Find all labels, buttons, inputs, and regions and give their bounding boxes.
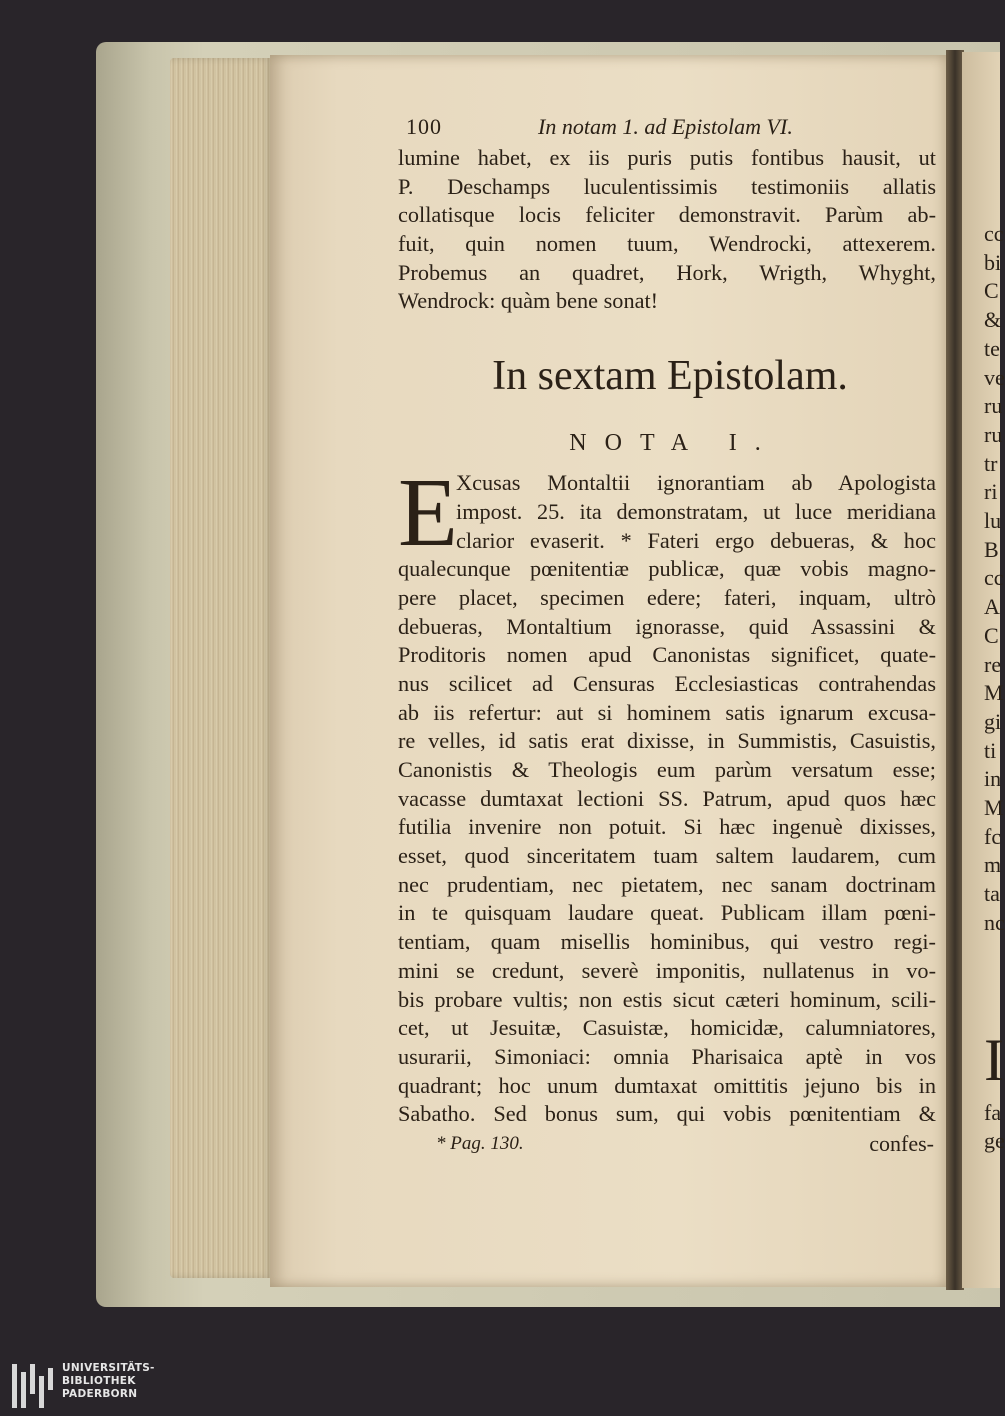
text-line: fuit, quin nomen tuum, Wendrocki, attexerem. (398, 231, 936, 257)
text-line: vacasse dumtaxat lectioni SS. Patrum, apud quos hæc (398, 785, 936, 811)
facing-page-fragments (984, 220, 1005, 938)
facing-fragment: fa (984, 1100, 1002, 1125)
text-line: impost. 25. ita demonstratam, ut luce meridiana (456, 498, 936, 524)
text-line: cet, ut Jesuitæ, Casuistæ, homicidæ, calumniatores, (398, 1015, 936, 1041)
library-line-2: BIBLIOTHEK (62, 1375, 136, 1387)
library-logo-text (62, 1362, 155, 1401)
facing-fragment: re (984, 651, 1002, 677)
section-subheading: NOTA I. (569, 430, 779, 457)
text-line: Wendrock: quàm bene sonat! (398, 288, 659, 314)
page-number: 100 (406, 114, 442, 139)
drop-cap: E (398, 459, 458, 568)
library-logo (12, 1362, 172, 1410)
text-line: pere placet, specimen edere; fateri, inquam, ultrò (398, 584, 936, 610)
text-line: futilia invenire non potuit. Si hæc ingenuè dixisses, (398, 814, 936, 840)
text-line: lumine habet, ex iis puris putis fontibus hausit, ut (398, 145, 936, 170)
facing-fragment: nc (984, 909, 1005, 935)
text-line: qualecunque pœnitentiæ publicæ, quæ vobis magno- (398, 556, 936, 582)
facing-fragment: ta (984, 881, 1000, 907)
facing-fragment: m (984, 852, 1002, 878)
facing-fragment: in (984, 766, 1002, 792)
text-block (398, 112, 936, 1159)
text-line: collatisque locis feliciter demonstravit. Parùm ab- (398, 202, 936, 228)
text-line: usurarii, Simoniaci: omnia Pharisaica aptè in vos (398, 1043, 936, 1069)
facing-fragment: C (984, 278, 999, 304)
library-line-3: PADERBORN (62, 1388, 138, 1400)
text-line: nec prudentiam, nec pietatem, nec sanam doctrinam (398, 871, 936, 897)
facing-fragment: bi (984, 249, 1002, 275)
facing-fragment: M (984, 795, 1004, 821)
running-head (398, 112, 936, 144)
text-line: quadrant; hoc unum dumtaxat omittitis jejuno bis in (398, 1072, 936, 1098)
facing-fragment: cc (984, 221, 1004, 246)
text-line: esset, quod sinceritatem tuam saltem laudarem, cum (398, 843, 936, 869)
facing-fragment: te (984, 335, 1000, 361)
text-line: tentiam, quam misellis hominibus, qui vestro regi- (398, 929, 936, 955)
footnote: * Pag. 130. (436, 1132, 524, 1154)
text-line: bis probare vultis; non estis sicut cæteri hominum, scili- (398, 986, 936, 1012)
page-edges (170, 58, 274, 1278)
facing-fragment: A (984, 594, 1000, 620)
text-line: Sabatho. Sed bonus sum, qui vobis pœnitentiam & (398, 1101, 936, 1127)
text-line: ab iis refertur: aut si hominem satis ignarum excusa- (398, 699, 936, 725)
text-line: P. Deschamps luculentissimis testimoniis allatis (398, 173, 936, 199)
facing-fragment: tr (984, 450, 998, 476)
facing-fragment: C (984, 622, 999, 648)
running-head-title: In notam 1. ad Epistolam VI. (538, 114, 793, 139)
text-line: in te quisquam laudare queat. Publicam illam pœni- (398, 900, 936, 926)
text-line: debueras, Montaltium ignorasse, quid Assassini & (398, 613, 936, 639)
facing-fragment: lu (984, 508, 1002, 534)
text-line: nus scilicet ad Censuras Ecclesiasticas contrahendas (398, 670, 936, 696)
facing-page (962, 52, 1005, 1288)
facing-fragment: M (984, 680, 1004, 706)
text-line: mini se credunt, severè imponitis, nullatenus in vo- (398, 957, 936, 983)
facing-fragment: ru (984, 421, 1003, 447)
facing-page-initial: I (984, 1027, 1004, 1093)
text-line: Proditoris nomen apud Canonistas significet, quate- (398, 642, 936, 668)
section-heading: In sextam Epistolam. (492, 353, 848, 400)
drop-cap-lines (398, 469, 936, 555)
facing-fragment: gi (984, 708, 1002, 734)
catchword: confes- (869, 1130, 934, 1156)
facing-fragment: ti (984, 737, 997, 763)
facing-fragment: fc (984, 823, 1002, 849)
body-paragraph (398, 459, 936, 1129)
intro-paragraph (398, 144, 936, 316)
text-line: Xcusas Montaltii ignorantiam ab Apologista (456, 470, 936, 496)
text-line: clarior evaserit. * Fateri ergo debueras, & hoc (456, 527, 936, 553)
facing-fragment: B (984, 536, 999, 562)
library-line-1: UNIVERSITÄTS- (62, 1362, 155, 1374)
body-lines (398, 555, 936, 1129)
page-footer (398, 1129, 936, 1159)
facing-fragment: & (984, 307, 1002, 333)
text-line: Canonistis & Theologis eum parùm versatum esse; (398, 757, 936, 782)
text-line: Probemus an quadret, Hork, Wrigth, Whyght, (398, 259, 936, 285)
facing-fragment: ve (984, 364, 1005, 390)
facing-fragment: cc (984, 565, 1004, 591)
facing-page-tail (984, 1099, 1005, 1155)
facing-fragment: ru (984, 393, 1003, 419)
text-line: re velles, id satis erat dixisse, in Summistis, Casuistis, (398, 728, 936, 754)
library-logo-icon (12, 1364, 56, 1408)
facing-fragment: ge (984, 1128, 1005, 1153)
facing-fragment: ri (984, 479, 998, 505)
